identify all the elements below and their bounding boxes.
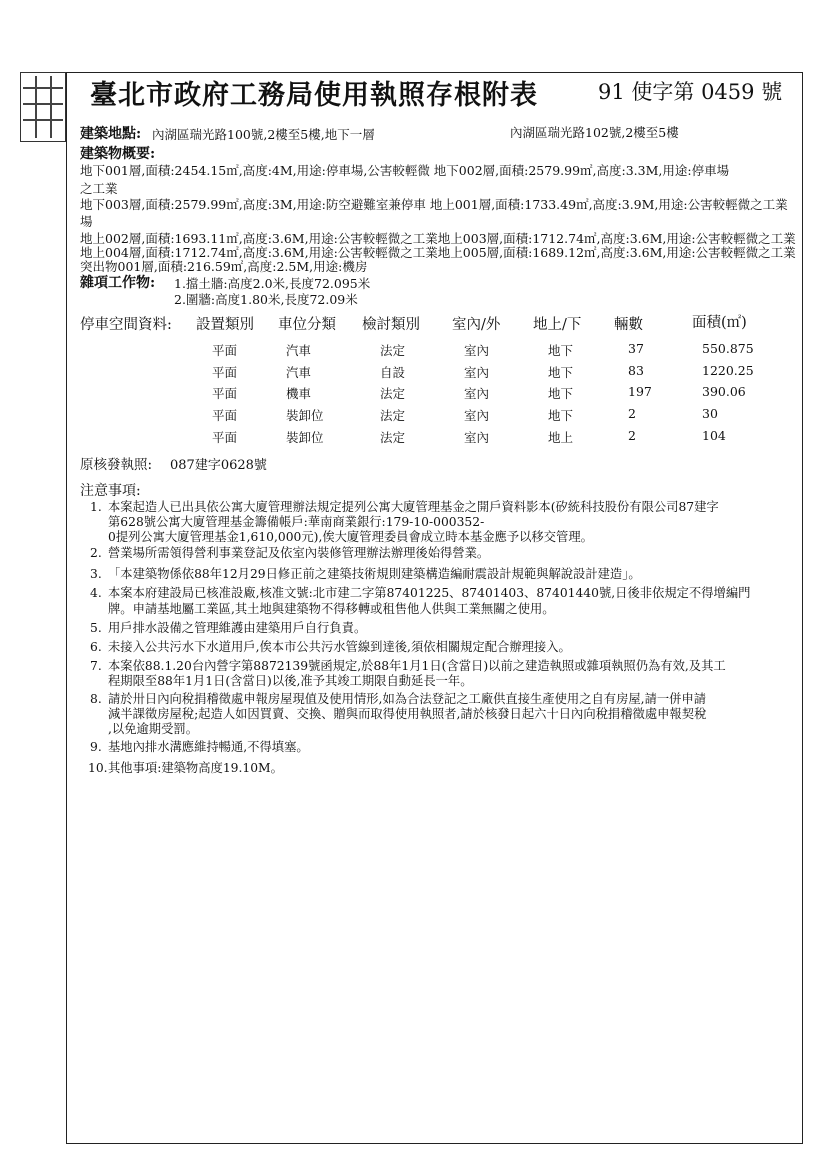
table-cell: 104 (702, 428, 726, 443)
note-text: 未接入公共污水下水道用戶,俟本市公共污水管線到達後,須依相關規定配合辦理接入。 (108, 640, 571, 654)
table-cell: 390.06 (702, 384, 746, 399)
note-text: 用戶排水設備之管理維護由建築用戶自行負責。 (108, 621, 367, 635)
parking-col-header: 檢討類別 (362, 317, 420, 333)
table-cell: 地上 (548, 430, 574, 445)
note-number: 4. (90, 586, 102, 600)
table-cell: 法定 (380, 430, 406, 445)
parking-col-header: 地上/下 (533, 317, 582, 333)
table-cell: 平面 (212, 343, 238, 358)
note-number: 9. (90, 740, 102, 754)
note-number: 5. (90, 621, 102, 635)
table-cell: 地下 (548, 408, 574, 423)
table-cell: 室內 (464, 408, 490, 423)
table-cell: 2 (628, 428, 636, 443)
table-cell: 2 (628, 406, 636, 421)
note-number: 8. (90, 692, 102, 706)
table-cell: 法定 (380, 343, 406, 358)
note-text: 基地內排水溝應維持暢通,不得填塞。 (108, 740, 309, 754)
table-cell: 室內 (464, 386, 490, 401)
table-cell: 法定 (380, 408, 406, 423)
overview-line: 之工業 (80, 181, 118, 196)
parking-label: 停車空間資料: (80, 317, 172, 333)
permit-number: 91 使字第 0459 號 (598, 80, 783, 104)
note-text: 「本建築物係依88年12月29日修正前之建築技術規則建築構造編耐震設計規範與解說設計建造」。 (108, 567, 641, 581)
table-cell: 室內 (464, 430, 490, 445)
building-overview-label: 建築物概要: (80, 146, 156, 162)
note-text: 減半課徵房屋稅;起造人如因買賣、交換、贈與而取得使用執照者,請於核發日起六十日內向稅捐稽徵處申報契稅 (108, 707, 707, 721)
note-number: 10. (88, 761, 108, 775)
table-cell: 550.875 (702, 341, 754, 356)
note-number: 2. (90, 546, 102, 560)
table-cell: 30 (702, 406, 718, 421)
misc-works-item: 1.擋土牆:高度2.0米,長度72.095米 (174, 276, 371, 291)
document-title: 臺北市政府工務局使用執照存根附表 (90, 80, 538, 111)
parking-col-header: 車位分類 (278, 317, 336, 333)
table-cell: 地下 (548, 386, 574, 401)
building-location-label: 建築地點: (80, 126, 142, 142)
note-text: 營業場所需領得營利事業登記及依室內裝修管理辦法辦理後始得營業。 (108, 546, 490, 560)
table-cell: 汽車 (286, 365, 312, 380)
note-text: 0提列公寓大廈管理基金1,610,000元),俟大廈管理委員會成立時本基金應予以移交管理。 (108, 530, 593, 544)
parking-col-header: 室內/外 (452, 317, 501, 333)
table-cell: 平面 (212, 408, 238, 423)
parking-col-header: 輛數 (614, 317, 643, 333)
note-text: 牌。申請基地屬工業區,其土地與建築物不得移轉或租售他人供與工業無關之使用。 (108, 602, 555, 616)
misc-works-item: 2.圍牆:高度1.80米,長度72.09米 (174, 292, 358, 307)
table-cell: 83 (628, 363, 644, 378)
original-permit-label: 原核發執照: (80, 457, 153, 473)
note-number: 3. (90, 567, 102, 581)
table-cell: 裝卸位 (286, 430, 324, 445)
note-text: 其他事項:建築物高度19.10M。 (108, 761, 283, 775)
overview-line: 突出物001層,面積:216.59㎡,高度:2.5M,用途:機房 (80, 259, 368, 274)
original-permit-value: 087建字0628號 (170, 458, 267, 473)
table-cell: 法定 (380, 386, 406, 401)
table-cell: 自設 (380, 365, 406, 380)
note-number: 6. (90, 640, 102, 654)
overview-line: 地下001層,面積:2454.15㎡,高度:4M,用途:停車場,公害較輕微 地下002層,面積:2579.99㎡,高度:3.3M,用途:停車場 (80, 163, 730, 178)
table-cell: 37 (628, 341, 644, 356)
note-text: 本案本府建設局已核准設廠,核准文號:北市建二字第87401225、87401403、87401440號,日後非依規定不得增編門 (108, 586, 751, 600)
table-cell: 地下 (548, 365, 574, 380)
notes-label: 注意事項: (80, 483, 141, 499)
table-cell: 平面 (212, 365, 238, 380)
building-location-value: 內湖區瑞光路100號,2樓至5樓,地下一層 (152, 127, 375, 142)
parking-col-header: 設置類別 (196, 317, 254, 333)
table-cell: 汽車 (286, 343, 312, 358)
stamp-grid-icon (20, 72, 66, 142)
building-location-secondary: 內湖區瑞光路102號,2樓至5樓 (510, 125, 679, 140)
parking-col-header: 面積(㎡) (692, 315, 747, 331)
misc-works-label: 雜項工作物: (80, 275, 156, 291)
note-text: 本案依88.1.20台內營字第8872139號函規定,於88年1月1日(含當日)以前之建造執照或雜項執照仍為有效,及其工 (108, 659, 726, 673)
table-cell: 地下 (548, 343, 574, 358)
table-cell: 1220.25 (702, 363, 754, 378)
overview-line: 地上002層,面積:1693.11㎡,高度:3.6M,用途:公害較輕微之工業地上003層,面積:1712.74㎡,高度:3.6M,用途:公害較輕微之工業 (80, 231, 796, 246)
table-cell: 裝卸位 (286, 408, 324, 423)
note-text: 第628號公寓大廈管理基金籌備帳戶:華南商業銀行:179-10-000352- (108, 515, 485, 529)
table-cell: 室內 (464, 365, 490, 380)
note-text: 程期限至88年1月1日(含當日)以後,准予其竣工期限自動延長一年。 (108, 674, 473, 688)
note-text: 本案起造人已出具依公寓大廈管理辦法規定提列公寓大廈管理基金之開戶資料影本(矽統科技股份有限公司87建字 (108, 500, 719, 514)
overview-line: 地下003層,面積:2579.99㎡,高度:3M,用途:防空避難室兼停車 地上001層,面積:1733.49㎡,高度:3.9M,用途:公害較輕微之工業 (80, 197, 788, 212)
table-cell: 平面 (212, 386, 238, 401)
note-number: 7. (90, 659, 102, 673)
overview-line: 場 (80, 214, 93, 229)
note-number: 1. (90, 500, 102, 514)
table-cell: 平面 (212, 430, 238, 445)
table-cell: 室內 (464, 343, 490, 358)
table-cell: 197 (628, 384, 652, 399)
table-cell: 機車 (286, 386, 312, 401)
note-text: 請於卅日內向稅捐稽徵處申報房屋現值及使用情形,如為合法登記之工廠供直接生產使用之自有房屋,請一併申請 (108, 692, 707, 706)
overview-line: 地上004層,面積:1712.74㎡,高度:3.6M,用途:公害較輕微之工業地上005層,面積:1689.12㎡,高度:3.6M,用途:公害較輕微之工業 (80, 245, 796, 260)
note-text: ,以免逾期受罰。 (108, 722, 198, 736)
